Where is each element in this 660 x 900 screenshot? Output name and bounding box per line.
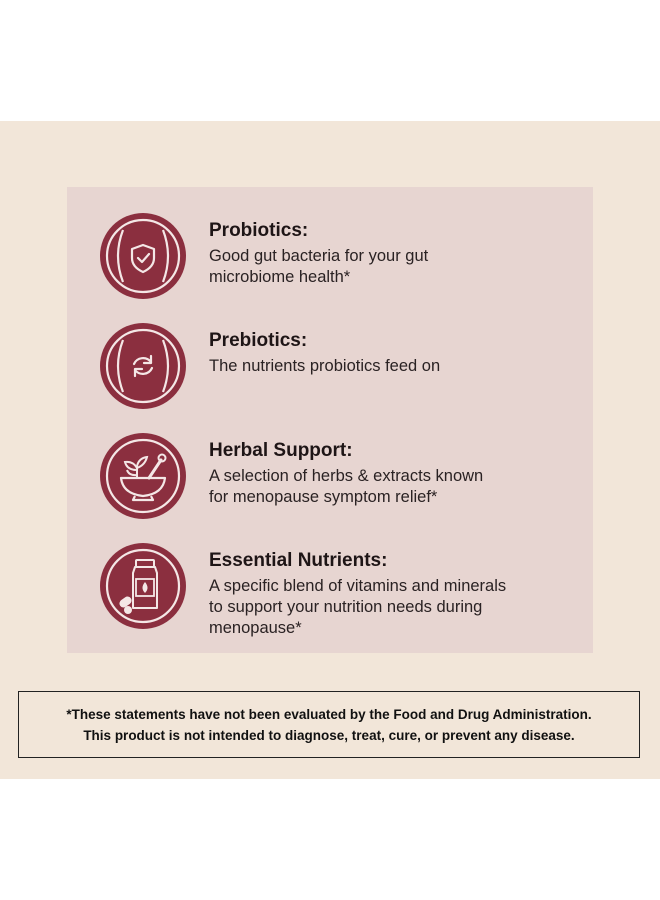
item-description bbox=[209, 246, 559, 288]
ingredient-item-herbal-support bbox=[99, 432, 589, 524]
item-description-line: microbiome health* bbox=[209, 268, 351, 286]
gut-shield-icon bbox=[99, 212, 187, 300]
item-description-line: A selection of herbs & extracts known bbox=[209, 467, 484, 485]
mortar-pestle-herb-icon bbox=[99, 432, 187, 520]
item-description-line: A specific blend of vitamins and minerals bbox=[209, 577, 507, 595]
item-description-line: Good gut bacteria for your gut bbox=[209, 247, 429, 265]
item-description-line: to support your nutrition needs during bbox=[209, 598, 483, 616]
item-title: Herbal Support: bbox=[209, 440, 353, 461]
item-description bbox=[209, 466, 559, 508]
ingredient-item-prebiotics bbox=[99, 322, 589, 414]
item-description bbox=[209, 356, 559, 377]
disclaimer-line-1: *These statements have not been evaluated by the Food and Drug Administration. bbox=[66, 706, 592, 722]
fda-disclaimer-box bbox=[18, 691, 640, 758]
ingredient-item-probiotics bbox=[99, 212, 589, 304]
item-description-line: The nutrients probiotics feed on bbox=[209, 357, 441, 375]
item-title: Probiotics: bbox=[209, 220, 309, 241]
ingredient-item-essential-nutrients bbox=[99, 542, 589, 637]
disclaimer-line-2: This product is not intended to diagnose, treat, cure, or prevent any disease. bbox=[83, 727, 575, 743]
item-description-line: for menopause symptom relief* bbox=[209, 488, 438, 506]
item-title: Prebiotics: bbox=[209, 330, 308, 351]
item-description-line: menopause* bbox=[209, 619, 302, 637]
item-description bbox=[209, 576, 559, 639]
supplement-bottle-pills-icon bbox=[99, 542, 187, 630]
item-title: Essential Nutrients: bbox=[209, 550, 388, 571]
gut-cycle-icon bbox=[99, 322, 187, 410]
